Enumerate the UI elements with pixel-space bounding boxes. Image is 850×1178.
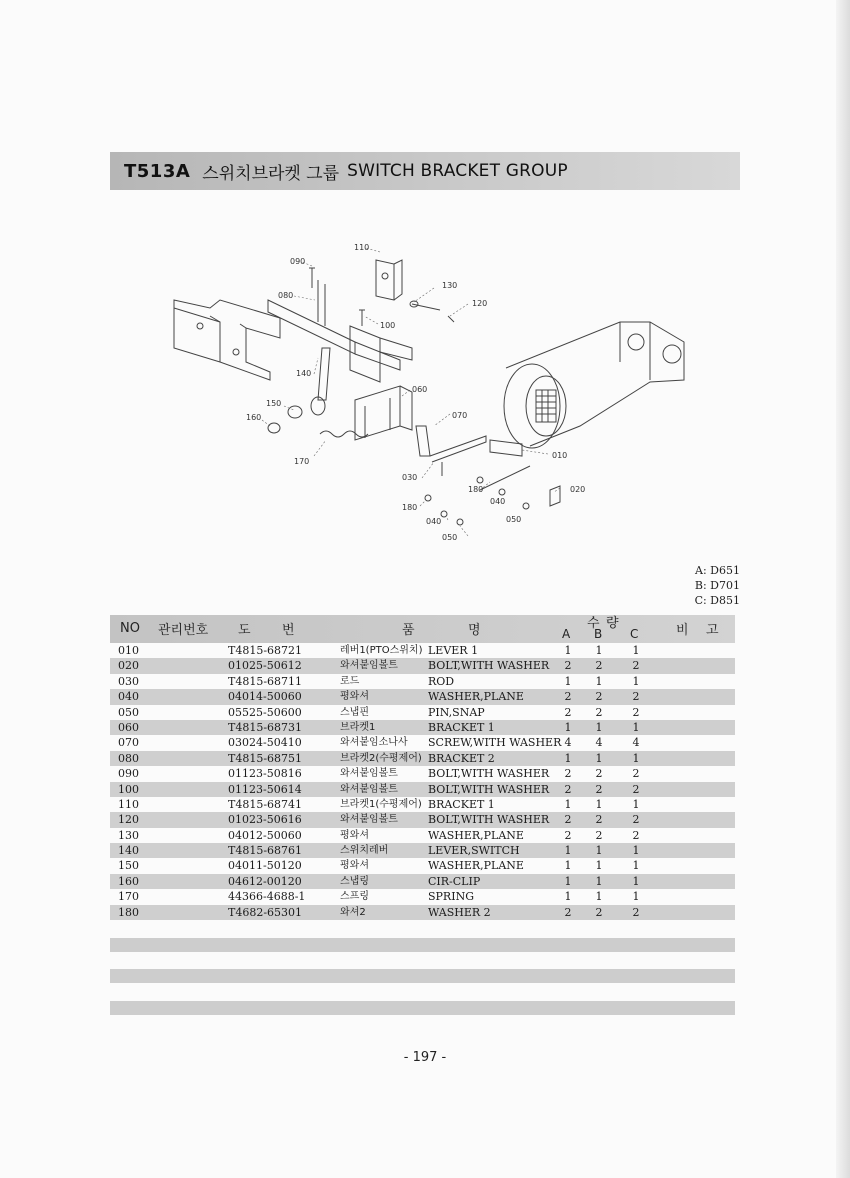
- part-number: 05525-50600: [228, 705, 302, 719]
- item-number: 100: [118, 782, 139, 796]
- header-name-2: 명: [468, 623, 481, 638]
- qty-a: 2: [564, 782, 572, 796]
- korean-name: 와셔붙임볼트: [340, 768, 398, 780]
- part-number: T4682-65301: [228, 905, 303, 919]
- callout-label: 010: [552, 451, 568, 460]
- english-name: LEVER,SWITCH: [428, 844, 520, 858]
- callout-label: 030: [402, 473, 418, 482]
- english-name: WASHER,PLANE: [428, 859, 524, 873]
- qty-a: 1: [564, 874, 572, 888]
- qty-a: 1: [564, 644, 572, 657]
- korean-name: 스프링: [340, 891, 369, 903]
- qty-a: 2: [564, 767, 572, 781]
- group-code: T513A: [124, 160, 191, 182]
- table-row: [110, 889, 735, 904]
- header-col-a: A: [562, 627, 571, 641]
- qty-a: 1: [564, 890, 572, 904]
- part-number: T4815-68741: [228, 797, 303, 811]
- model-legend: [640, 563, 740, 608]
- table-header: [110, 615, 735, 643]
- table-row: [110, 843, 735, 858]
- english-name: BOLT,WITH WASHER: [428, 813, 550, 827]
- qty-b: 2: [595, 705, 603, 719]
- callout-label: 130: [442, 281, 458, 290]
- korean-name: 스냅핀: [340, 706, 369, 718]
- item-number: 070: [118, 736, 139, 750]
- header-col-b: B: [594, 627, 603, 641]
- english-name: SCREW,WITH WASHER: [428, 736, 562, 750]
- qty-a: 2: [564, 659, 572, 673]
- header-qty-1: 수: [587, 616, 600, 631]
- callout-label: 100: [380, 321, 396, 330]
- qty-b: 1: [595, 874, 603, 888]
- qty-c: 1: [632, 644, 640, 657]
- korean-name: 레버1(PTO스위치): [340, 645, 423, 656]
- item-number: 170: [118, 890, 139, 904]
- header-no: NO: [120, 621, 140, 636]
- part-number: 03024-50410: [228, 736, 302, 750]
- model-b: B: D701: [694, 579, 740, 592]
- item-number: 040: [118, 690, 139, 704]
- qty-a: 1: [564, 751, 572, 765]
- item-number: 010: [118, 644, 139, 657]
- qty-b: 1: [595, 751, 603, 765]
- blank-row-band: [110, 969, 735, 983]
- qty-c: 1: [632, 874, 640, 888]
- qty-c: 1: [632, 674, 640, 688]
- korean-name: 로드: [340, 675, 360, 687]
- english-name: ROD: [428, 674, 455, 688]
- english-name: PIN,SNAP: [428, 705, 485, 719]
- header-management-no: 관리번호: [158, 623, 209, 638]
- part-number: 01023-50616: [228, 813, 302, 827]
- table-row: [110, 905, 735, 920]
- english-name: BRACKET 1: [428, 720, 495, 734]
- korean-name: 평와셔: [340, 860, 369, 872]
- parts-illustration: [150, 230, 710, 550]
- korean-name: 와셔2: [340, 906, 366, 918]
- qty-c: 2: [632, 813, 640, 827]
- part-number: T4815-68751: [228, 751, 303, 765]
- korean-name: 와셔붙임소나사: [340, 737, 408, 749]
- qty-b: 2: [595, 828, 603, 842]
- callout-label: 070: [452, 411, 468, 420]
- table-row: [110, 689, 735, 704]
- qty-a: 1: [564, 674, 572, 688]
- qty-b: 2: [595, 905, 603, 919]
- callout-label: 050: [506, 515, 522, 524]
- item-number: 030: [118, 674, 139, 688]
- qty-c: 2: [632, 905, 640, 919]
- korean-name: 와셔붙임볼트: [340, 783, 398, 795]
- callout-label: 110: [354, 243, 370, 252]
- qty-c: 2: [632, 782, 640, 796]
- blank-row-band: [110, 938, 735, 952]
- item-number: 180: [118, 905, 139, 919]
- qty-a: 1: [564, 844, 572, 858]
- callout-label: 020: [570, 485, 586, 494]
- korean-name: 스냅링: [340, 875, 369, 887]
- korean-name: 브라켓2(수평제어): [340, 752, 422, 764]
- qty-c: 2: [632, 705, 640, 719]
- english-name: BRACKET 2: [428, 751, 495, 765]
- qty-b: 1: [595, 890, 603, 904]
- header-remarks-2: 고: [706, 623, 719, 638]
- qty-b: 2: [595, 767, 603, 781]
- table-row: [110, 782, 735, 797]
- header-remarks-1: 비: [676, 623, 689, 638]
- qty-c: 1: [632, 890, 640, 904]
- qty-b: 1: [595, 720, 603, 734]
- callout-label: 140: [296, 369, 312, 378]
- qty-a: 2: [564, 905, 572, 919]
- item-number: 090: [118, 767, 139, 781]
- page-edge: [836, 0, 850, 1178]
- english-name: WASHER,PLANE: [428, 690, 524, 704]
- table-row: [110, 797, 735, 812]
- part-number: 04612-00120: [228, 874, 302, 888]
- qty-a: 2: [564, 828, 572, 842]
- callout-label: 040: [490, 497, 506, 506]
- table-row: [110, 828, 735, 843]
- header-drawing-2: 번: [282, 623, 295, 638]
- table-row: [110, 751, 735, 766]
- table-row: [110, 720, 735, 735]
- parts-table: [110, 615, 735, 920]
- callout-label: 120: [472, 299, 488, 308]
- qty-c: 2: [632, 828, 640, 842]
- callout-label: 180: [402, 503, 418, 512]
- table-row: [110, 735, 735, 750]
- item-number: 110: [118, 797, 139, 811]
- callout-label: 040: [426, 517, 442, 526]
- qty-b: 2: [595, 659, 603, 673]
- qty-b: 1: [595, 844, 603, 858]
- item-number: 150: [118, 859, 139, 873]
- callout-label: 090: [290, 257, 306, 266]
- qty-b: 4: [595, 736, 603, 750]
- english-name: BRACKET 1: [428, 797, 495, 811]
- qty-b: 1: [595, 644, 603, 657]
- table-row: [110, 674, 735, 689]
- part-number: 01025-50612: [228, 659, 302, 673]
- qty-c: 2: [632, 690, 640, 704]
- callout-label: 160: [246, 413, 262, 422]
- qty-c: 1: [632, 751, 640, 765]
- english-name: WASHER 2: [428, 905, 491, 919]
- group-title-korean: 스위치브라켓 그룹: [202, 163, 340, 184]
- korean-name: 와셔붙임볼트: [340, 660, 398, 672]
- english-name: SPRING: [428, 890, 474, 904]
- model-c: C: D851: [694, 594, 740, 607]
- qty-c: 2: [632, 659, 640, 673]
- qty-b: 2: [595, 690, 603, 704]
- korean-name: 와셔붙임볼트: [340, 814, 398, 826]
- part-number: 01123-50614: [228, 782, 302, 796]
- part-number: 04011-50120: [228, 859, 302, 873]
- qty-a: 1: [564, 797, 572, 811]
- callout-label: 060: [412, 385, 428, 394]
- part-number: T4815-68711: [228, 674, 303, 688]
- qty-a: 2: [564, 690, 572, 704]
- table-row: [110, 658, 735, 673]
- korean-name: 스위치레버: [340, 845, 389, 857]
- item-number: 160: [118, 874, 139, 888]
- english-name: WASHER,PLANE: [428, 828, 524, 842]
- part-number: 44366-4688-1: [228, 890, 306, 904]
- callout-label: 050: [442, 533, 458, 542]
- qty-b: 1: [595, 859, 603, 873]
- english-name: BOLT,WITH WASHER: [428, 782, 550, 796]
- item-number: 060: [118, 720, 139, 734]
- header-qty-2: 량: [606, 616, 619, 631]
- item-number: 020: [118, 659, 139, 673]
- header-drawing-1: 도: [238, 623, 251, 638]
- header-col-c: C: [630, 627, 639, 641]
- qty-a: 1: [564, 859, 572, 873]
- qty-c: 1: [632, 859, 640, 873]
- part-number: T4815-68731: [228, 720, 303, 734]
- model-a: A: D651: [695, 564, 740, 577]
- part-number: T4815-68721: [228, 644, 303, 657]
- part-number: 01123-50816: [228, 767, 302, 781]
- table-row: [110, 812, 735, 827]
- item-number: 050: [118, 705, 139, 719]
- korean-name: 평와셔: [340, 829, 369, 841]
- blank-row-band: [110, 1001, 735, 1015]
- table-row: [110, 766, 735, 781]
- qty-b: 1: [595, 674, 603, 688]
- group-title-english: SWITCH BRACKET GROUP: [347, 161, 568, 181]
- item-number: 080: [118, 751, 139, 765]
- qty-a: 2: [564, 813, 572, 827]
- english-name: LEVER 1: [428, 644, 479, 657]
- header-name-1: 품: [402, 623, 415, 638]
- callout-label: 150: [266, 399, 282, 408]
- table-row: [110, 705, 735, 720]
- qty-b: 2: [595, 813, 603, 827]
- callout-label: 180: [468, 485, 484, 494]
- title-bar: [110, 152, 740, 190]
- korean-name: 평와셔: [340, 691, 369, 703]
- table-row: [110, 643, 735, 658]
- item-number: 130: [118, 828, 139, 842]
- table-row: [110, 858, 735, 873]
- callout-label: 170: [294, 457, 310, 466]
- english-name: CIR-CLIP: [428, 874, 481, 888]
- qty-a: 2: [564, 705, 572, 719]
- qty-b: 2: [595, 782, 603, 796]
- table-row: [110, 874, 735, 889]
- qty-c: 1: [632, 720, 640, 734]
- part-number: T4815-68761: [228, 844, 303, 858]
- part-number: 04014-50060: [228, 690, 302, 704]
- qty-c: 1: [632, 844, 640, 858]
- callout-label: 080: [278, 291, 294, 300]
- english-name: BOLT,WITH WASHER: [428, 767, 550, 781]
- english-name: BOLT,WITH WASHER: [428, 659, 550, 673]
- item-number: 140: [118, 844, 139, 858]
- qty-c: 2: [632, 767, 640, 781]
- qty-c: 4: [632, 736, 640, 750]
- qty-c: 1: [632, 797, 640, 811]
- korean-name: 브라켓1(수평제어): [340, 798, 422, 810]
- exploded-parts-diagram: [150, 230, 710, 550]
- qty-b: 1: [595, 797, 603, 811]
- korean-name: 브라켓1: [340, 721, 376, 733]
- qty-a: 1: [564, 720, 572, 734]
- item-number: 120: [118, 813, 139, 827]
- qty-a: 4: [564, 736, 572, 750]
- part-number: 04012-50060: [228, 828, 302, 842]
- page-number: - 197 -: [403, 1050, 447, 1065]
